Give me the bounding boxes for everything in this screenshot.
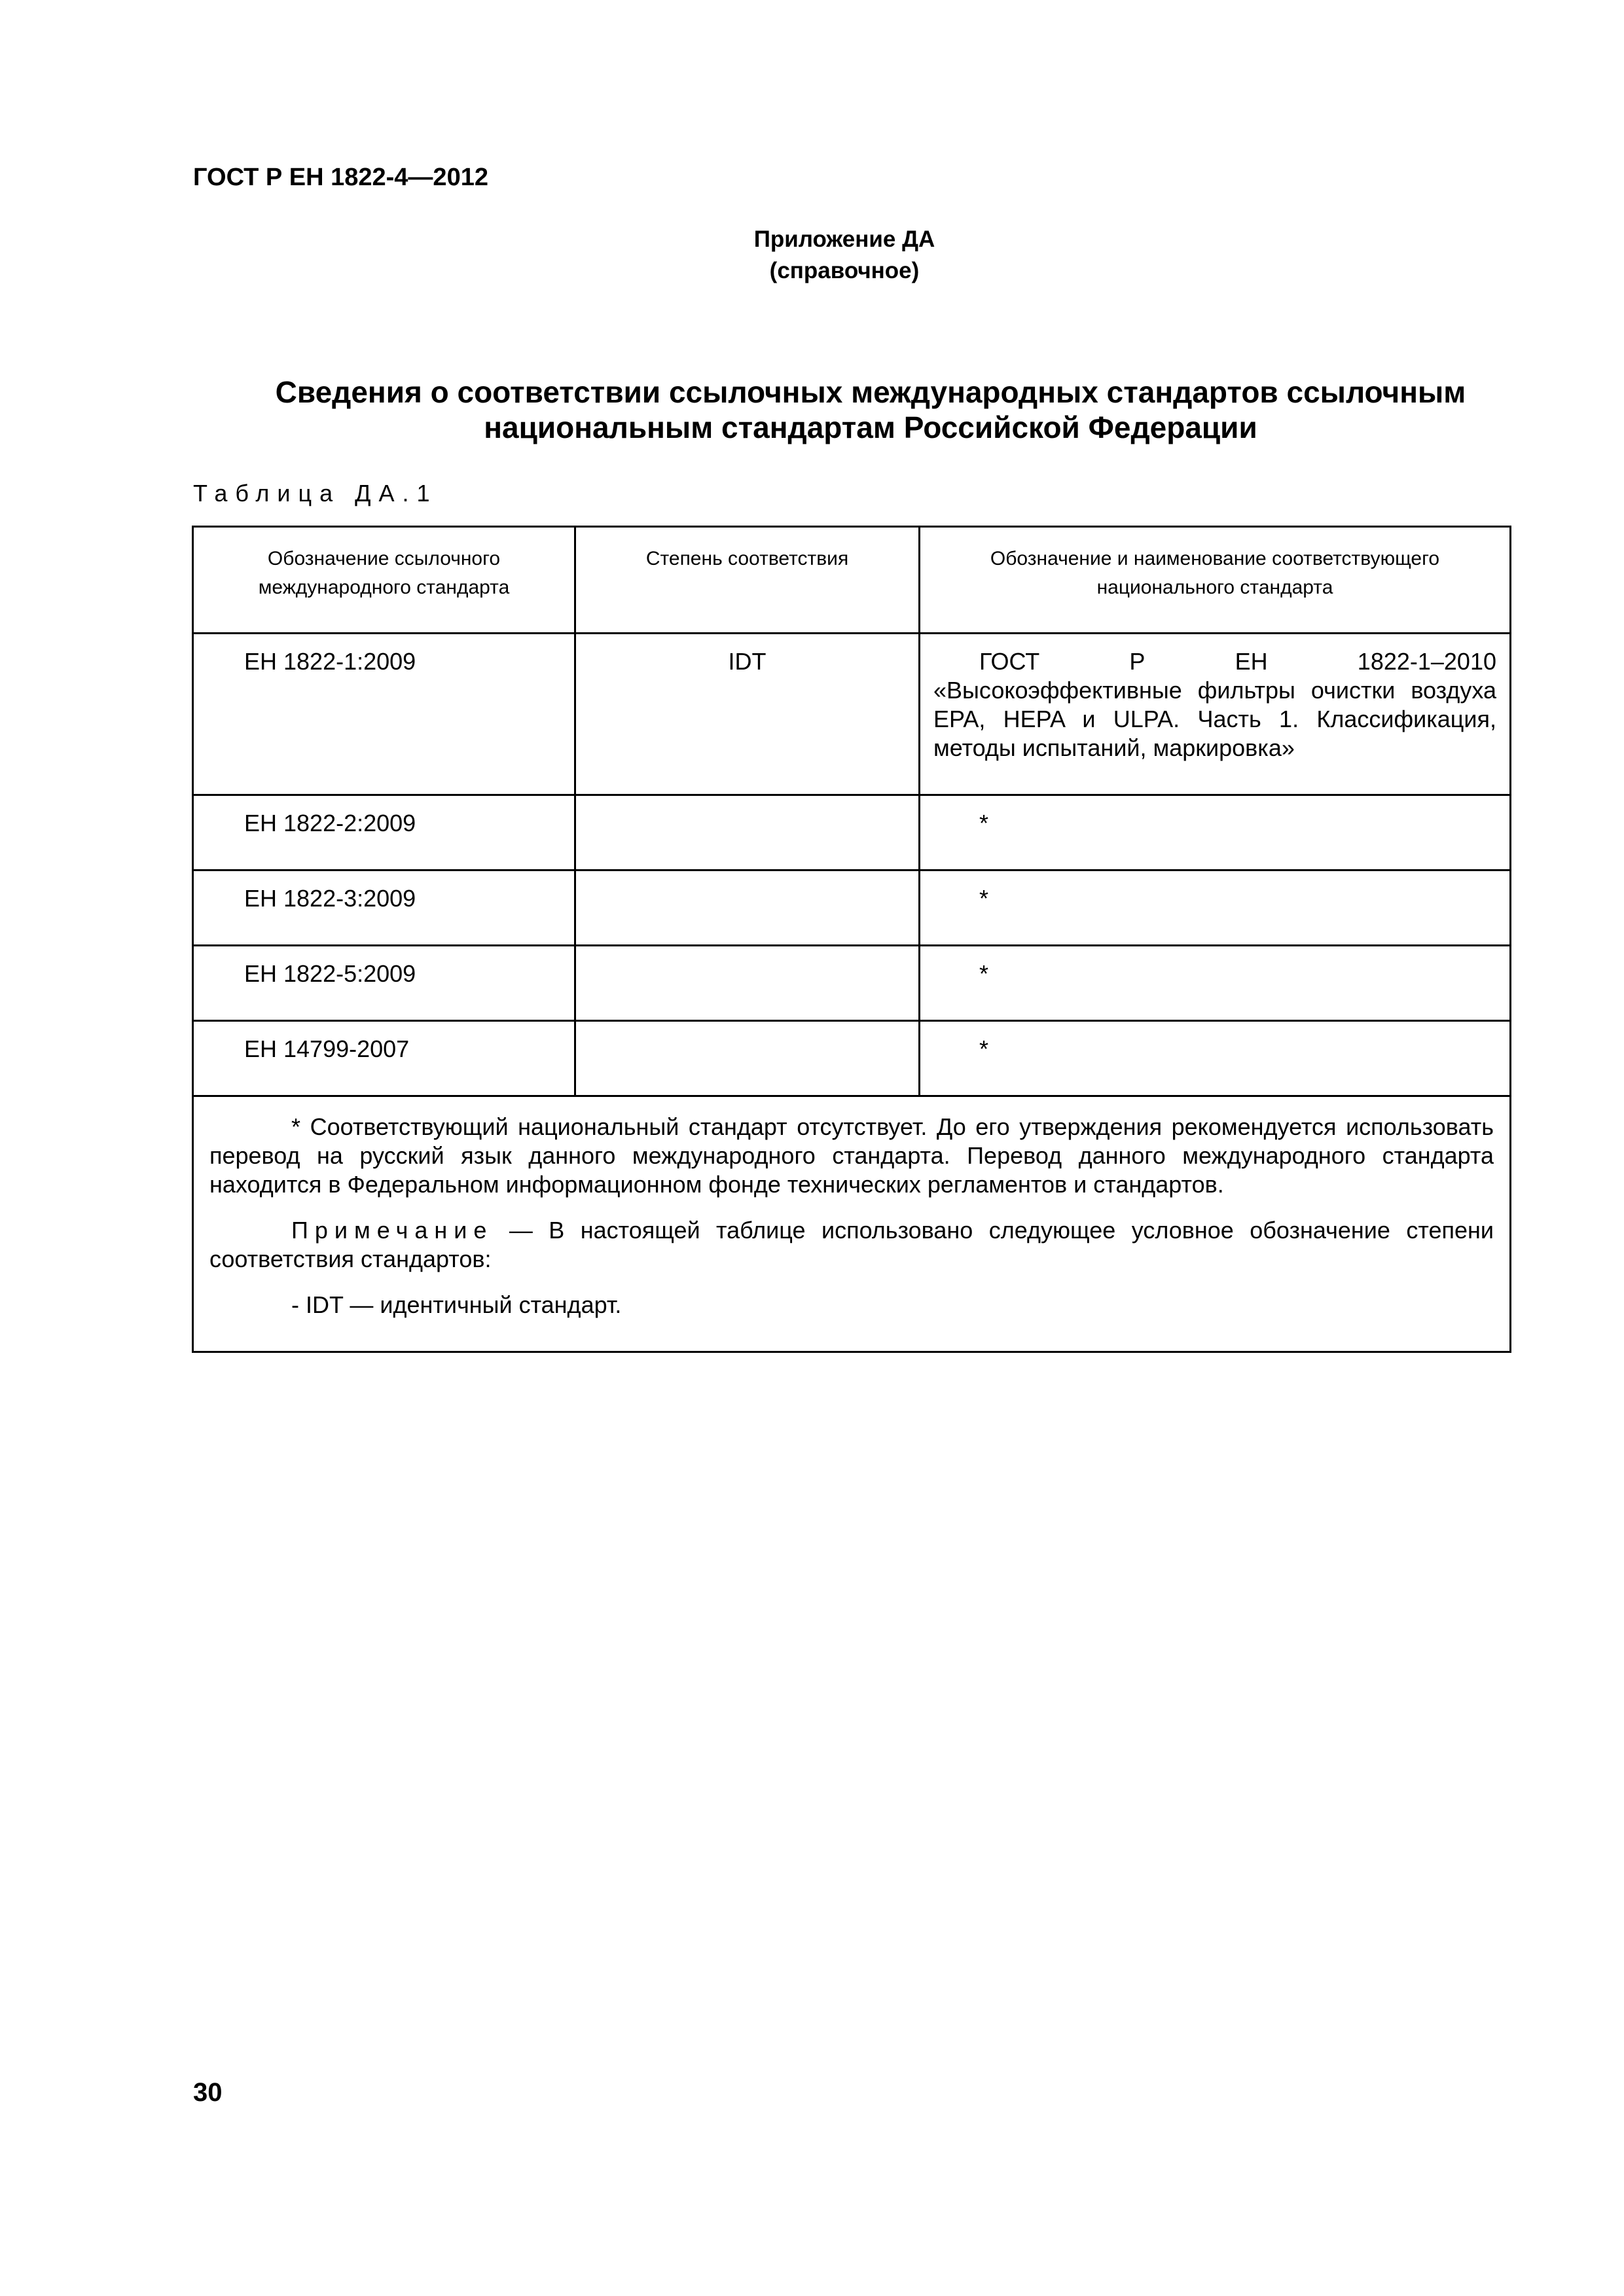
annex-type: (справочное) [769,258,920,283]
title-line-2: национальным стандартам Российской Федерации [484,410,1257,444]
degree-cell [575,795,920,870]
footnote-text: * Соответствующий национальный стандарт отсутствует. До его утверждения рекомендуется использовать перевод на русский язык данного международного стандарта. Перевод данного международного стандарта находится в Федеральном информационном фонде технических регламентов и стандартов. [209,1113,1494,1198]
table-footer-row [193,1096,1511,1352]
national-standard-text: * [979,1035,989,1062]
national-standard-text: * [979,885,989,912]
national-standard-cell [920,870,1511,946]
note-text: — В настоящей таблице использовано следующее условное обозначение степени соответствия стандартов: [209,1217,1494,1272]
title-line-1: Сведения о соответствии ссылочных международных стандартов ссылочным [275,375,1466,409]
degree-cell [575,870,920,946]
standards-table [192,526,1511,1353]
table-footnote-cell [193,1096,1511,1352]
table-row [193,1021,1511,1096]
table-row [193,634,1511,795]
national-standard-cell [920,634,1511,795]
national-standard-text: ГОСТ Р ЕН 1822-1–2010 «Высокоэффективные фильтры очистки воздуха EPA, HEPA и ULPA. Часть 1. Классификация, методы испытаний, маркировка» [933,648,1496,761]
column-header-intl: Обозначение ссылочного международного стандарта [193,527,575,634]
page-number: 30 [193,2078,223,2107]
national-standard-text: * [979,960,989,987]
intl-standard-cell: ЕН 14799-2007 [193,1021,575,1096]
table-caption: Таблица ДА.1 [193,480,438,507]
note-paragraph [209,1216,1494,1274]
intl-standard-cell: ЕН 1822-5:2009 [193,946,575,1021]
national-standard-text: * [979,810,989,836]
column-header-degree: Степень соответствия [575,527,920,634]
column-header-national: Обозначение и наименование соответствующего национального стандарта [920,527,1511,634]
table-row [193,870,1511,946]
table-row [193,946,1511,1021]
intl-standard-cell: ЕН 1822-3:2009 [193,870,575,946]
note-label: Примечание [291,1217,494,1244]
legend-text: - IDT — идентичный стандарт. [291,1291,622,1318]
national-standard-cell [920,1021,1511,1096]
degree-cell: IDT [575,634,920,795]
degree-cell [575,1021,920,1096]
national-standard-cell [920,946,1511,1021]
table-row [193,795,1511,870]
intl-standard-cell: ЕН 1822-1:2009 [193,634,575,795]
table-header-row [193,527,1511,634]
annex-title: Приложение ДА [753,226,935,252]
page-title [170,374,1571,445]
intl-standard-cell: ЕН 1822-2:2009 [193,795,575,870]
degree-cell [575,946,920,1021]
document-code: ГОСТ Р ЕН 1822-4—2012 [193,164,488,191]
national-standard-cell [920,795,1511,870]
